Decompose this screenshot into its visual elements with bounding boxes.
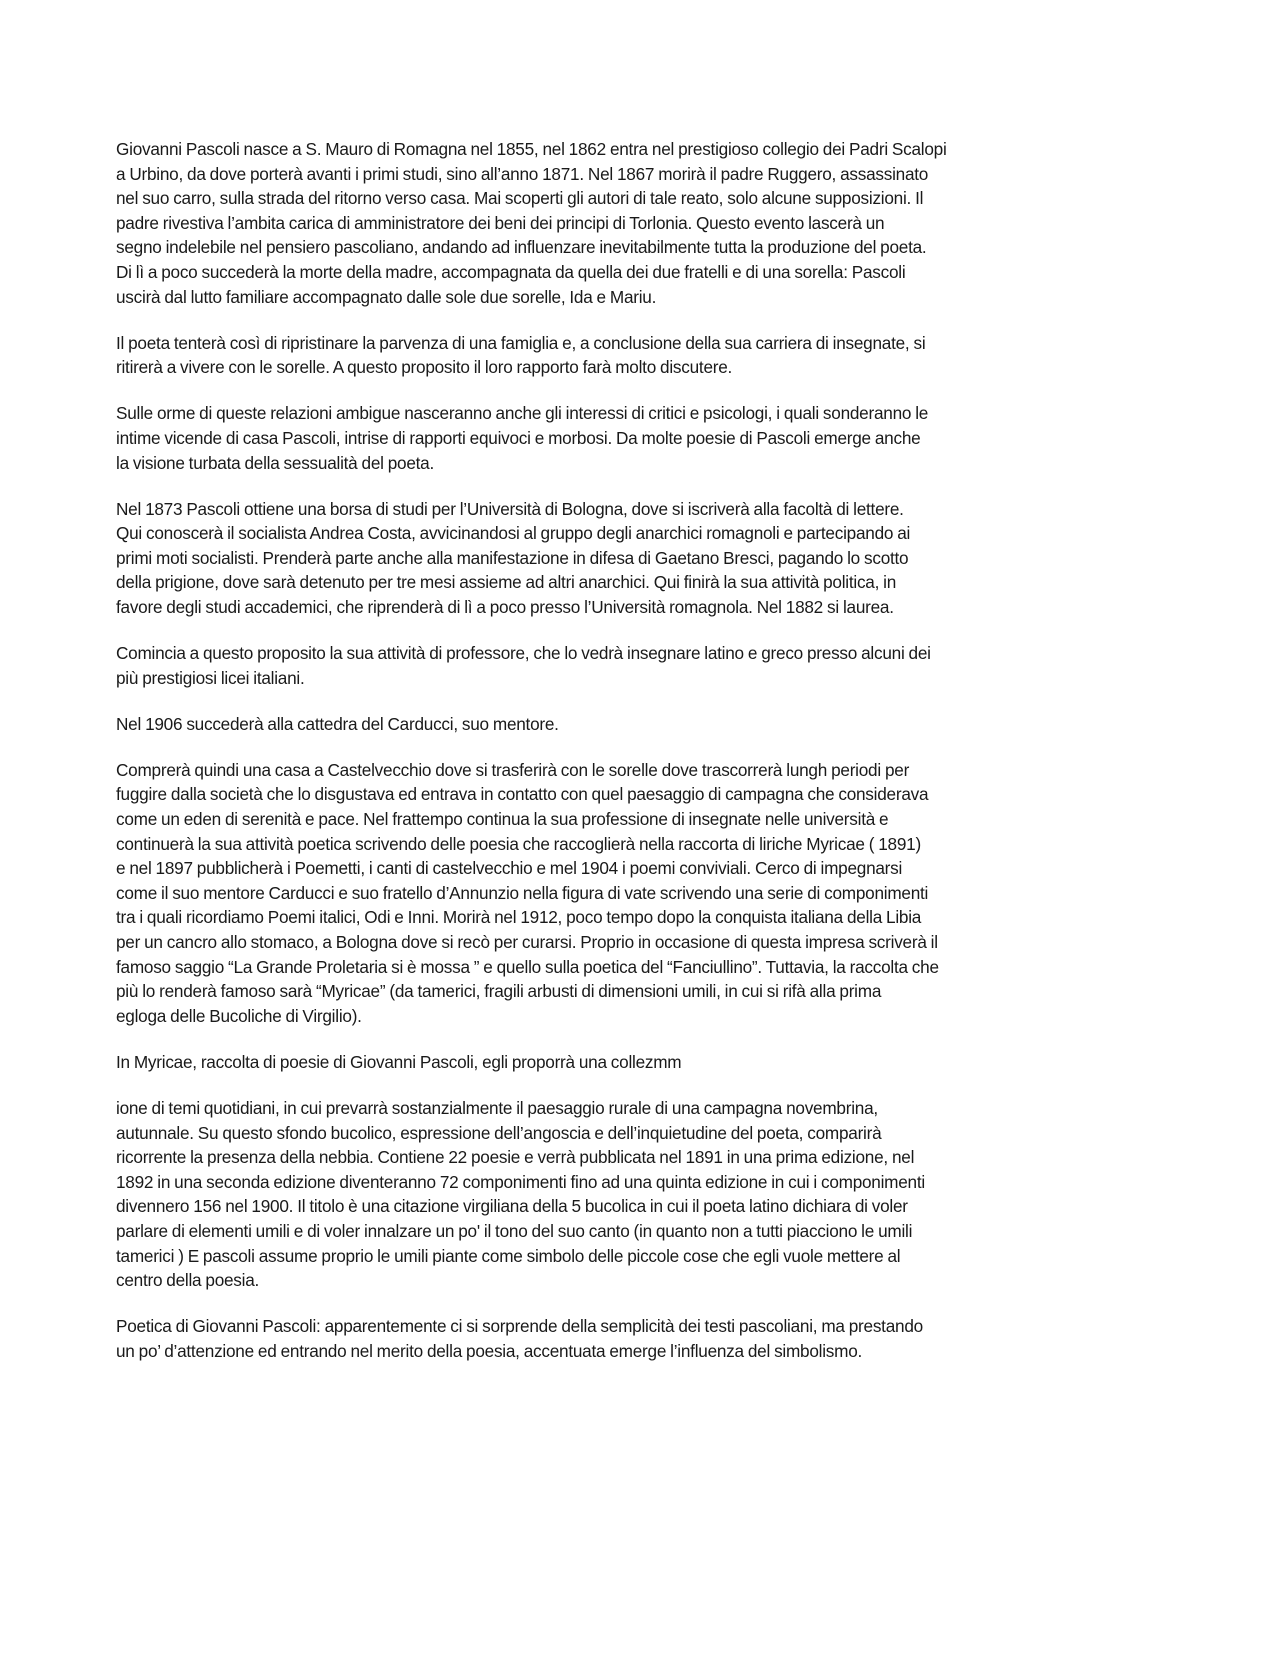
paragraph <box>116 758 1116 1029</box>
text-line: favore degli studi accademici, che riprenderà di lì a poco presso l’Università romagnola. Nel 1882 si laurea. <box>116 597 894 617</box>
text-line: centro della poesia. <box>116 1270 260 1291</box>
text-line: segno indelebile nel pensiero pascoliano, andando ad influenzare inevitabilmente tutta la produzione del poeta. <box>116 237 927 258</box>
text-line: un po’ d’attenzione ed entrando nel merito della poesia, accentuata emerge l’influenza del simbolismo. <box>116 1340 863 1361</box>
paragraph <box>116 1314 1116 1363</box>
paragraph <box>116 641 1116 690</box>
text-line: ritirerà a vivere con le sorelle. A questo proposito il loro rapporto farà molto discutere. <box>116 357 733 378</box>
text-line: a Urbino, da dove porterà avanti i primi studi, sino all’anno 1871. Nel 1867 morirà il padre Ruggero, assassinato <box>116 163 929 184</box>
text-line: più lo renderà famoso sarà “Myricae” (da tamerici, fragili arbusti di dimensioni umili, in cui si rifà alla prima <box>116 981 882 1002</box>
text-line: parlare di elementi umili e di voler innalzare un po' il tono del suo canto (in quanto non a tutti piacciono le umili <box>116 1220 913 1241</box>
text-line: e nel 1897 pubblicherà i Poemetti, i canti di castelvecchio e mel 1904 i poemi conviviali. Cerco di impegnarsi <box>116 858 903 879</box>
text-line: fuggire dalla società che lo disgustava ed entrava in contatto con quel paesaggio di campagna che considerava <box>116 784 929 805</box>
paragraph <box>116 712 1116 737</box>
text-line: per un cancro allo stomaco, a Bologna dove si recò per curarsi. Proprio in occasione di questa impresa scriverà il <box>116 932 938 953</box>
text-line: Di lì a poco succederà la morte della madre, accompagnata da quella dei due fratelli e di una sorella: Pascoli <box>116 261 906 282</box>
text-line: tamerici ) E pascoli assume proprio le umili piante come simbolo delle piccole cose che egli vuole mettere al <box>116 1245 901 1266</box>
paragraph <box>116 1050 1116 1075</box>
paragraph <box>116 1096 1116 1293</box>
text-line: divennero 156 nel 1900. Il titolo è una citazione virgiliana della 5 bucolica in cui il poeta latino dichiara di voler <box>116 1196 908 1217</box>
paragraph <box>116 137 1116 309</box>
text-line: primi moti socialisti. Prenderà parte anche alla manifestazione in difesa di Gaetano Bresci, pagando lo scotto <box>116 547 909 568</box>
text-line: Comincia a questo proposito la sua attività di professore, che lo vedrà insegnare latino e greco presso alcuni dei <box>116 643 931 664</box>
text-line: la visione turbata della sessualità del poeta. <box>116 452 435 473</box>
text-line: Giovanni Pascoli nasce a S. Mauro di Romagna nel 1855, nel 1862 entra nel prestigioso collegio dei Padri Scalopi <box>116 139 947 159</box>
text-line: Comprerà quindi una casa a Castelvecchio dove si trasferirà con le sorelle dove trascorrerà lungh periodi per <box>116 759 910 780</box>
text-line: intime vicende di casa Pascoli, intrise di rapporti equivoci e morbosi. Da molte poesie di Pascoli emerge anche <box>116 427 921 448</box>
text-line: Il poeta tenterà così di ripristinare la parvenza di una famiglia e, a conclusione della sua carriera di insegnate, si <box>116 332 926 353</box>
text-line: tra i quali ricordiamo Poemi italici, Odi e Inni. Morirà nel 1912, poco tempo dopo la conquista italiana della Libia <box>116 907 922 928</box>
text-line: uscirà dal lutto familiare accompagnato dalle sole due sorelle, Ida e Mariu. <box>116 286 657 307</box>
document-page <box>116 137 1116 1385</box>
text-line: nel suo carro, sulla strada del ritorno verso casa. Mai scoperti gli autori di tale reato, solo alcune supposizioni. Il <box>116 188 924 209</box>
text-line: più prestigiosi licei italiani. <box>116 667 305 688</box>
paragraph <box>116 331 1116 380</box>
text-line: Nel 1873 Pascoli ottiene una borsa di studi per l’Università di Bologna, dove si iscriverà alla facoltà di lettere. <box>116 498 904 519</box>
text-line: come un eden di serenità e pace. Nel frattempo continua la sua professione di insegnate nelle università e <box>116 809 889 830</box>
text-line: famoso saggio “La Grande Proletaria si è mossa ” e quello sulla poetica del “Fanciullino”. Tuttavia, la raccolta che <box>116 956 939 977</box>
paragraph <box>116 401 1116 475</box>
text-line: egloga delle Bucoliche di Virgilio). <box>116 1005 362 1026</box>
text-line: padre rivestiva l’ambita carica di amministratore dei beni dei principi di Torlonia. Questo evento lascerà un <box>116 212 885 233</box>
text-line: Poetica di Giovanni Pascoli: apparentemente ci si sorprende della semplicità dei testi pascoliani, ma prestando <box>116 1316 923 1337</box>
text-line: della prigione, dove sarà detenuto per tre mesi assieme ad altri anarchici. Qui finirà la sua attività politica, in <box>116 572 897 593</box>
text-line: autunnale. Su questo sfondo bucolico, espressione dell’angoscia e dell’inquietudine del poeta, comparirà <box>116 1122 882 1143</box>
text-line: come il suo mentore Carducci e suo fratello d’Annunzio nella figura di vate scrivendo una serie di componimenti <box>116 882 929 903</box>
text-line: In Myricae, raccolta di poesie di Giovanni Pascoli, egli proporrà una collezmm <box>116 1051 682 1072</box>
text-line: Nel 1906 succederà alla cattedra del Carducci, suo mentore. <box>116 713 559 734</box>
text-line: Qui conoscerà il socialista Andrea Costa, avvicinandosi al gruppo degli anarchici romagnoli e partecipando ai <box>116 523 911 544</box>
text-line: 1892 in una seconda edizione diventeranno 72 componimenti fino ad una quinta edizione in cui i componimenti <box>116 1171 925 1192</box>
text-line: ione di temi quotidiani, in cui prevarrà sostanzialmente il paesaggio rurale di una campagna novembrina, <box>116 1098 878 1118</box>
text-line: ricorrente la presenza della nebbia. Contiene 22 poesie e verrà pubblicata nel 1891 in una prima edizione, nel <box>116 1147 915 1168</box>
paragraph <box>116 497 1116 620</box>
text-line: continuerà la sua attività poetica scrivendo delle poesia che raccoglierà nella raccorta di liriche Myricae ( 1891) <box>116 833 921 854</box>
text-line: Sulle orme di queste relazioni ambigue nasceranno anche gli interessi di critici e psicologi, i quali sonderanno le <box>116 403 929 424</box>
